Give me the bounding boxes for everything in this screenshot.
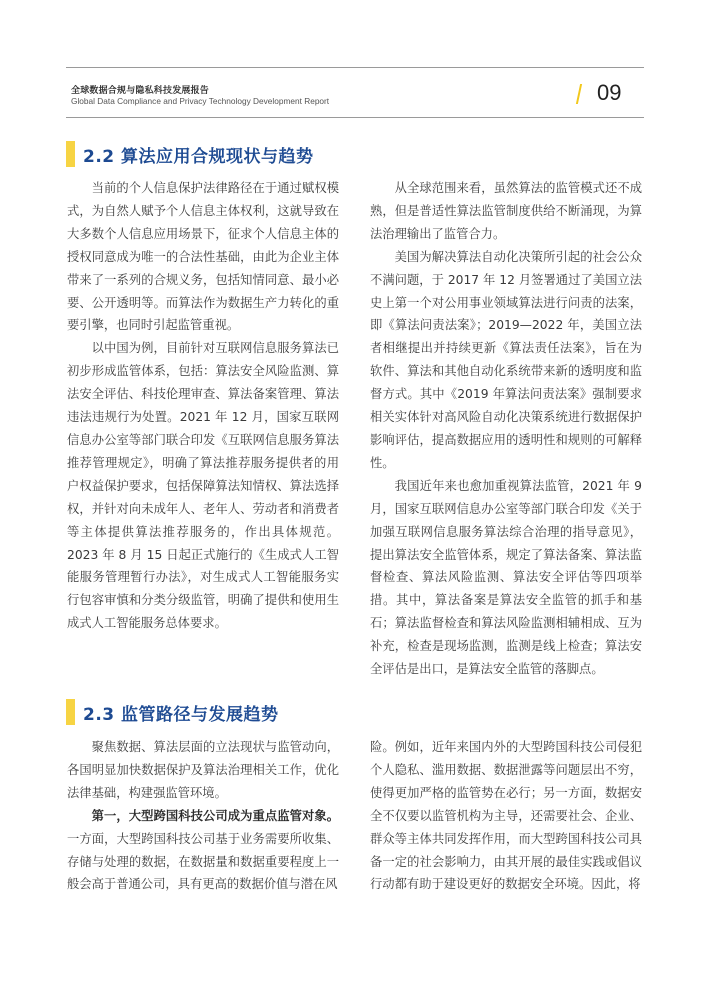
page-number-accent-slash xyxy=(576,84,582,104)
section-2-3-left-column xyxy=(67,736,339,896)
section-marker xyxy=(66,141,75,167)
paragraph: 从全球范围来看，虽然算法的监管模式还不成熟，但是普适性算法监管制度供给不断涌现，为算法治理输出了监管合力。 xyxy=(370,181,642,241)
section-heading-2-3 xyxy=(66,698,279,726)
bold-lead-sentence: 第一，大型跨国科技公司成为重点监管对象。 xyxy=(91,808,339,823)
section-title: 2.2 算法应用合规现状与趋势 xyxy=(83,146,314,167)
header-top-rule xyxy=(66,67,644,68)
paragraph: 聚焦数据、算法层面的立法现状与监管动向，各国明显加快数据保护及算法治理相关工作，优化法律基础，构建强监管环境。 xyxy=(67,740,339,800)
page-number: 09 xyxy=(597,80,622,105)
paragraph-with-lead xyxy=(67,805,339,897)
report-title-en: Global Data Compliance and Privacy Technology Development Report xyxy=(71,96,330,106)
section-heading-2-2 xyxy=(66,140,314,168)
paragraph: 以中国为例，目前针对互联网信息服务算法已初步形成监管体系，包括：算法安全风险监测、算法安全评估、科技伦理审查、算法备案管理、算法违法违规行为处置。2021 年 12 月，国家互联网信息办公室等部门联合印发《互联网信息服务算法推荐管理规定》，明确了算法推荐服务提供者的用户权益保护要求，包括保障算法知情权、算法选择权，并针对向未成年人、老年人、劳动者和消费者等主体提供算法推荐服务的，作出具体规范。2023 年 8 月 15 日起正式施行的《生成式人工智能服务管理暂行办法》，对生成式人工智能服务实行包容审慎和分类分级监管，明确了提供和使用生成式人工智能服务总体要求。 xyxy=(67,341,339,631)
section-2-3-right-column xyxy=(370,736,642,896)
section-title: 2.3 监管路径与发展趋势 xyxy=(83,704,279,725)
paragraph-text: 一方面，大型跨国科技公司基于业务需要所收集、存储与处理的数据，在数据量和数据重要程度上一般会高于普通公司，具有更高的数据价值与潜在风 xyxy=(67,831,339,892)
paragraph: 我国近年来也愈加重视算法监管，2021 年 9 月，国家互联网信息办公室等部门联合印发《关于加强互联网信息服务算法综合治理的指导意见》，提出算法安全监管体系，规定了算法备案、算法监督检查、算法风险监测、算法安全评估等四项举措。其中，算法备案是算法安全监管的抓手和基石；算法监督检查和算法风险监测相辅相成、互为补充，检查是现场监测，监测是线上检查；算法安全评估是出口，是算法安全监管的落脚点。 xyxy=(370,478,642,677)
paragraph-continued: 险。例如，近年来国内外的大型跨国科技公司侵犯个人隐私、滥用数据、数据泄露等问题层出不穷，使得更加严格的监管势在必行；另一方面，数据安全不仅要以监管机构为主导，还需要社会、企业、群众等主体共同发挥作用，而大型跨国科技公司具备一定的社会影响力，由其开展的最佳实践或倡议行动都有助于建设更好的数据安全环境。因此，将 xyxy=(370,740,642,892)
paragraph: 美国为解决算法自动化决策所引起的社会公众不满问题，于 2017 年 12 月签署通过了美国立法史上第一个对公用事业领域算法进行问责的法案，即《算法问责法案》；2019—2022 年，美国立法者相继提出并持续更新《算法责任法案》，旨在为软件、算法和其他自动化系统带来新的透明度和监督方式。其中《2019 年算法问责法案》强制要求相关实体针对高风险自动化决策系统进行数据保护影响评估，提高数据应用的透明性和规则的可解释性。 xyxy=(370,249,642,470)
section-marker xyxy=(66,699,75,725)
report-title-cn: 全球数据合规与隐私科技发展报告 xyxy=(71,86,210,96)
section-2-2-right-column xyxy=(370,177,642,681)
section-2-2-left-column xyxy=(67,177,339,635)
paragraph: 当前的个人信息保护法律路径在于通过赋权模式，为自然人赋予个人信息主体权利，这就导致在大多数个人信息应用场景下，征求个人信息主体的授权同意成为唯一的合法性基础，由此为企业主体带来了一系列的合规义务，包括知情同意、最小必要、公开透明等。而算法作为数据生产力转化的重要引擎，也同时引起监管重视。 xyxy=(67,181,339,333)
header-bottom-rule xyxy=(66,117,644,118)
